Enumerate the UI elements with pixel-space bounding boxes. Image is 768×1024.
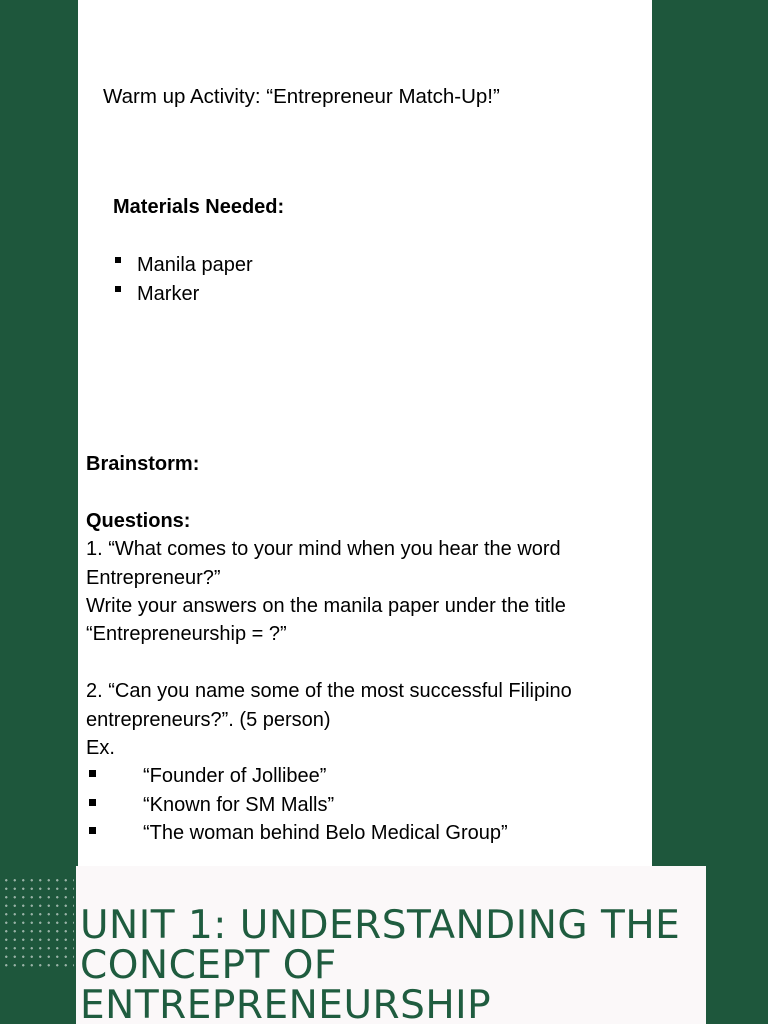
question-2: 2. “Can you name some of the most successful Filipino entrepreneurs?”. (5 person) <box>86 680 572 731</box>
example-item <box>86 819 646 847</box>
example-item-label: “The woman behind Belo Medical Group” <box>143 822 508 845</box>
questions-heading: Questions: <box>86 509 191 532</box>
decorative-dot-grid <box>2 876 74 968</box>
warmup-activity-title: Warm up Activity: “Entrepreneur Match-Up!” <box>103 85 500 108</box>
materials-list <box>113 251 253 308</box>
square-bullet-icon <box>115 286 121 292</box>
brainstorm-heading: Brainstorm: <box>86 453 200 475</box>
square-bullet-icon <box>89 770 96 777</box>
brainstorm-section <box>86 450 646 848</box>
square-bullet-icon <box>115 257 121 263</box>
question-1: 1. “What comes to your mind when you hear the word Entrepreneur?” <box>86 538 561 589</box>
spacer <box>86 478 646 506</box>
spacer <box>86 649 646 677</box>
materials-heading: Materials Needed: <box>113 196 285 218</box>
example-item <box>86 791 646 819</box>
materials-item-label: Manila paper <box>137 254 253 276</box>
square-bullet-icon <box>89 827 96 834</box>
materials-item-label: Marker <box>137 282 200 305</box>
materials-item <box>113 280 253 309</box>
unit-title: UNIT 1: UNDERSTANDING THE CONCEPT OF ENTREPRENEURSHIP <box>80 903 681 1024</box>
materials-item <box>113 251 253 280</box>
examples-list <box>86 762 646 847</box>
question-1-instruction: Write your answers on the manila paper under the title “Entrepreneurship = ?” <box>86 595 566 646</box>
example-item <box>86 762 646 790</box>
square-bullet-icon <box>89 799 96 806</box>
example-item-label: “Founder of Jollibee” <box>143 765 327 788</box>
example-label: Ex. <box>86 737 115 760</box>
example-item-label: “Known for SM Malls” <box>143 793 335 816</box>
